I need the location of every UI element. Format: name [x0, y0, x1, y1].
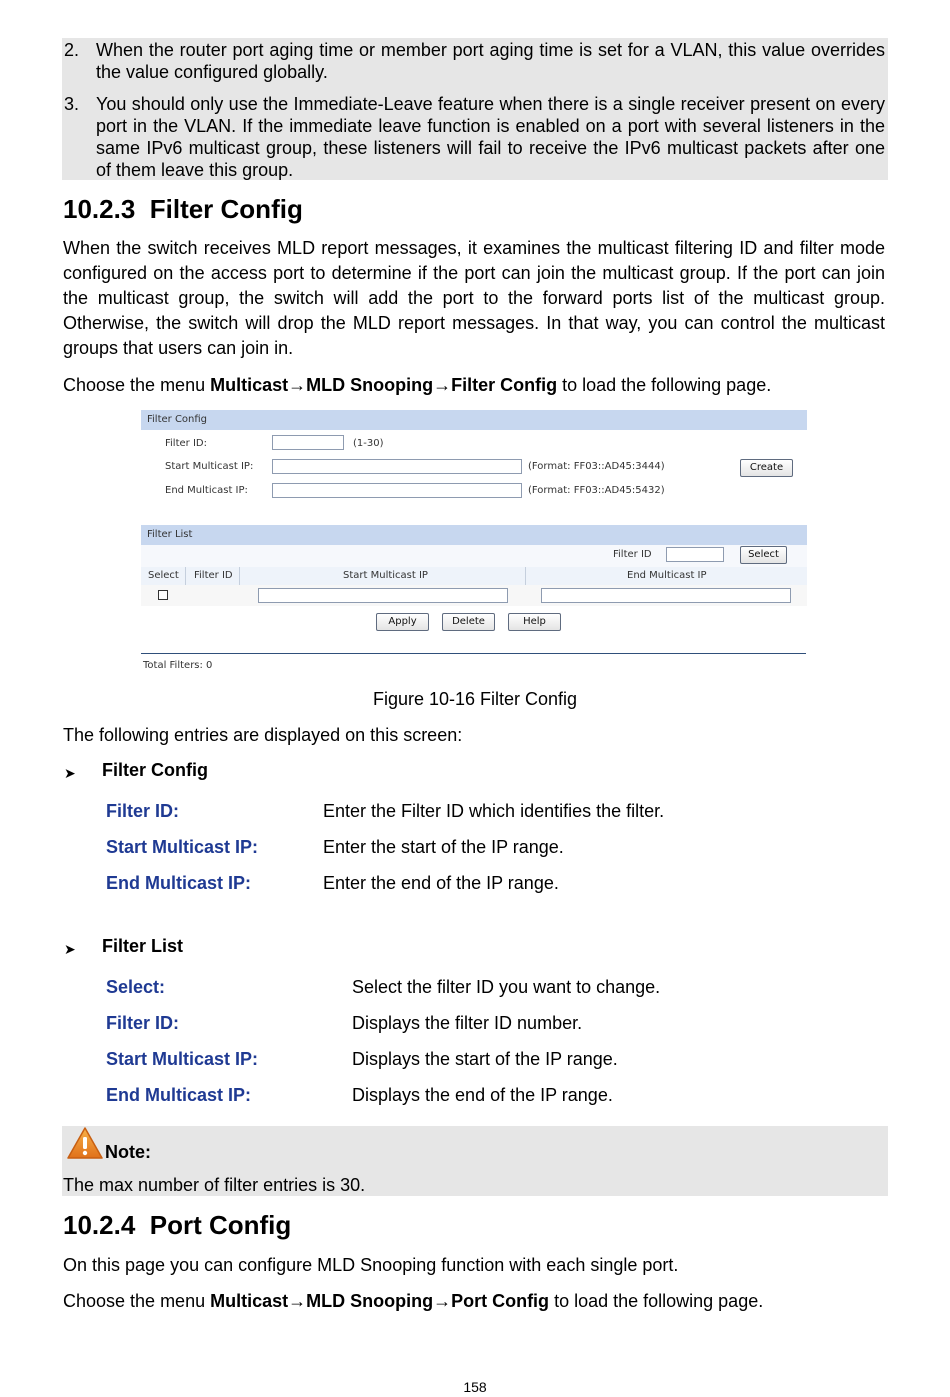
filter-list-bar-title: Filter List: [147, 529, 193, 540]
desc-end-multicast-ip: Enter the end of the IP range.: [323, 873, 559, 893]
menu-prefix: Choose the menu: [63, 375, 211, 395]
desc-list-end-ip: Displays the end of the IP range.: [352, 1085, 613, 1105]
col-header-start-ip: Start Multicast IP: [343, 570, 428, 581]
edit-end-ip-input[interactable]: [541, 588, 791, 603]
note-item-3-number: 3.: [64, 94, 80, 114]
start-ip-input[interactable]: [272, 459, 522, 474]
col-header-filter-id: Filter ID: [194, 570, 233, 581]
apply-button[interactable]: Apply: [376, 613, 429, 631]
term-list-end-ip: End Multicast IP:: [106, 1085, 252, 1105]
filter-id-input[interactable]: [272, 435, 344, 450]
help-button[interactable]: Help: [508, 613, 561, 631]
menu-prefix: Choose the menu: [63, 1291, 211, 1311]
note-item-2-text: When the router port aging time or member port aging time is set for a VLAN, this value overrides the value configured globally.: [96, 40, 885, 82]
arrow-bullet-icon: ➤: [64, 941, 76, 957]
menu-path: Multicast→MLD Snooping→Port Config: [210, 1291, 550, 1311]
warning-icon: [66, 1126, 104, 1160]
filter-config-menu-instruction: [63, 373, 771, 398]
filter-id-label: Filter ID:: [165, 438, 207, 449]
desc-list-start-ip: Displays the start of the IP range.: [352, 1049, 618, 1069]
filter-config-bar: [141, 410, 807, 430]
desc-list-filter-id: Displays the filter ID number.: [352, 1013, 583, 1033]
arrow-bullet-icon: ➤: [64, 765, 76, 781]
note-item-2-number: 2.: [64, 40, 80, 60]
end-ip-hint: (Format: FF03::AD45:5432): [528, 485, 665, 496]
delete-button[interactable]: Delete: [442, 613, 495, 631]
col-header-end-ip: End Multicast IP: [627, 570, 707, 581]
menu-suffix: to load the following page.: [557, 375, 772, 395]
end-ip-label: End Multicast IP:: [165, 485, 248, 496]
create-button[interactable]: Create: [740, 459, 793, 477]
filter-config-group-title: Filter Config: [102, 760, 208, 780]
note-item-3-text: You should only use the Immediate-Leave feature when there is a single receiver present on every port in the VLAN. If the immediate leave function is enabled on a port with several listeners in the same IPv6 multicast group, these listeners will fail to receive the IPv6 multicast packets after one of them leave this group.: [96, 94, 885, 180]
filter-id-hint: (1-30): [353, 438, 384, 449]
desc-start-multicast-ip: Enter the start of the IP range.: [323, 837, 564, 857]
menu-path: Multicast→MLD Snooping→Filter Config: [210, 375, 558, 395]
filter-list-header-row: [141, 567, 807, 585]
page-number: 158: [463, 1379, 487, 1395]
filter-config-screenshot: [141, 408, 807, 678]
menu-suffix: to load the following page.: [549, 1291, 764, 1311]
port-config-intro: On this page you can configure MLD Snooping function with each single port.: [63, 1255, 679, 1275]
note-text: The max number of filter entries is 30.: [63, 1175, 366, 1195]
filter-config-bar-title: Filter Config: [147, 414, 208, 425]
term-end-multicast-ip: End Multicast IP:: [106, 873, 252, 893]
end-ip-input[interactable]: [272, 483, 522, 498]
start-ip-hint: (Format: FF03::AD45:3444): [528, 461, 665, 472]
edit-start-ip-input[interactable]: [258, 588, 508, 603]
filter-list-group-title: Filter List: [102, 936, 184, 956]
total-filters-text: Total Filters: 0: [143, 660, 213, 671]
desc-filter-id: Enter the Filter ID which identifies the filter.: [323, 801, 665, 821]
section-heading-filter-config: 10.2.3 Filter Config: [63, 194, 303, 224]
term-list-start-ip: Start Multicast IP:: [106, 1049, 259, 1069]
term-select: Select:: [106, 977, 166, 997]
note-label: Note:: [105, 1142, 151, 1162]
entries-intro: The following entries are displayed on this screen:: [63, 725, 463, 745]
search-filter-id-label: Filter ID: [613, 549, 652, 560]
filter-config-intro: When the switch receives MLD report messages, it examines the multicast filtering ID and filter mode configured on the access port to determine if the port can join the multicast group. If the port can join the multicast group, the switch will add the port to the forward ports list of the multicast group. Otherwise, the switch will drop the MLD report messages. In that way, you can control the multicast groups that users can join in.: [63, 238, 885, 358]
total-filters-divider: [141, 653, 806, 654]
term-filter-id: Filter ID:: [106, 801, 180, 821]
select-button[interactable]: Select: [740, 546, 787, 564]
figure-caption: Figure 10-16 Filter Config: [372, 689, 578, 709]
term-start-multicast-ip: Start Multicast IP:: [106, 837, 259, 857]
desc-select: Select the filter ID you want to change.: [352, 977, 661, 997]
start-ip-label: Start Multicast IP:: [165, 461, 254, 472]
section-heading-port-config: 10.2.4 Port Config: [63, 1210, 292, 1240]
select-all-checkbox[interactable]: [158, 590, 168, 600]
search-filter-id-input[interactable]: [666, 547, 724, 562]
col-header-select: Select: [148, 570, 179, 581]
port-config-menu-instruction: [63, 1289, 763, 1314]
filter-list-bar: [141, 525, 807, 545]
term-list-filter-id: Filter ID:: [106, 1013, 180, 1033]
